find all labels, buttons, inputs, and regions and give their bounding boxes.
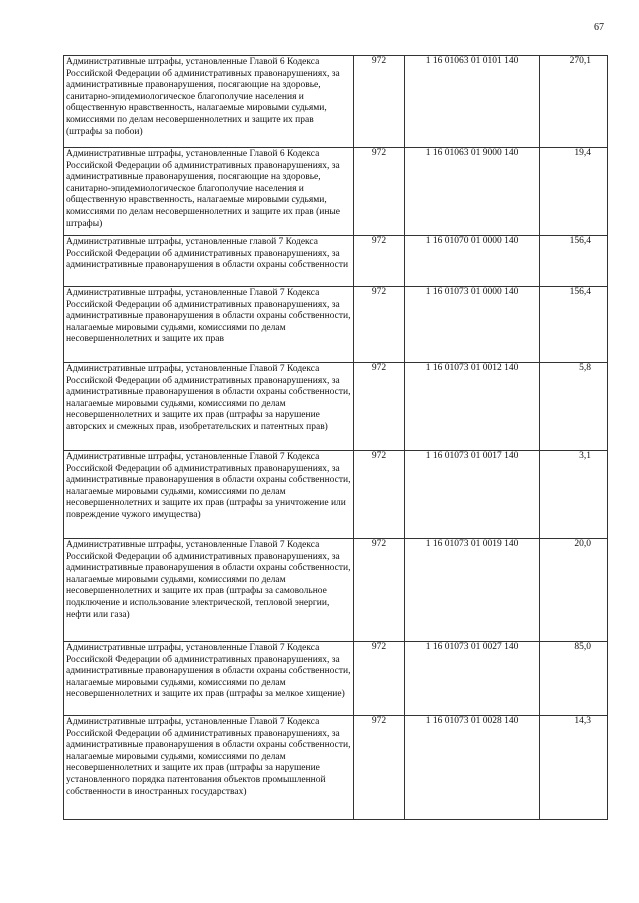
row-description: Административные штрафы, установленные Главой 7 Кодекса Российской Федерации об административных правонарушениях, за административные правонарушения в области охраны собственности, налагаемые мировыми судьями, комиссиями по делам несовершеннолетних и защите их прав (штрафы за уничтожение или повреждение чужого имущества) [64,451,354,539]
row-admin-code: 972 [354,56,405,148]
table-row [64,148,608,236]
row-admin-code: 972 [354,148,405,236]
row-amount: 156,4 [540,236,608,287]
row-kbk: 1 16 01063 01 0101 140 [405,56,540,148]
page-number: 67 [594,22,604,33]
row-kbk: 1 16 01073 01 0000 140 [405,287,540,363]
table-row [64,716,608,820]
row-description: Административные штрафы, установленные Главой 7 Кодекса Российской Федерации об административных правонарушениях, за административные правонарушения в области охраны собственности, налагаемые мировыми судьями, комиссиями по делам несовершеннолетних и защите их прав (штрафы за нарушение установленного порядка патентования объектов промышленной собственности в иностранных государствах) [64,716,354,820]
table-row [64,642,608,716]
row-amount: 20,0 [540,539,608,642]
table-row [64,287,608,363]
row-description: Административные штрафы, установленные Главой 7 Кодекса Российской Федерации об административных правонарушениях, за административные правонарушения в области охраны собственности, налагаемые мировыми судьями, комиссиями по делам несовершеннолетних и защите их прав [64,287,354,363]
table-row [64,56,608,148]
row-description: Административные штрафы, установленные Главой 7 Кодекса Российской Федерации об административных правонарушениях, за административные правонарушения в области охраны собственности, налагаемые мировыми судьями, комиссиями по делам несовершеннолетних и защите их прав (штрафы за мелкое хищение) [64,642,354,716]
row-amount: 270,1 [540,56,608,148]
row-admin-code: 972 [354,539,405,642]
row-description: Административные штрафы, установленные главой 7 Кодекса Российской Федерации об административных правонарушениях, за административные правонарушения в области охраны собственности [64,236,354,287]
row-admin-code: 972 [354,363,405,451]
row-kbk: 1 16 01073 01 0027 140 [405,642,540,716]
table-row [64,363,608,451]
table-row [64,236,608,287]
row-admin-code: 972 [354,451,405,539]
row-kbk: 1 16 01063 01 9000 140 [405,148,540,236]
row-kbk: 1 16 01070 01 0000 140 [405,236,540,287]
row-admin-code: 972 [354,642,405,716]
row-kbk: 1 16 01073 01 0017 140 [405,451,540,539]
row-description: Административные штрафы, установленные Главой 6 Кодекса Российской Федерации об административных правонарушениях, за административные правонарушения, посягающие на здоровье, санитарно-эпидемиологическое благополучие населения и общественную нравственность, налагаемые мировыми судьями, комиссиями по делам несовершеннолетних и защите их прав (штрафы за побои) [64,56,354,148]
row-description: Административные штрафы, установленные Главой 7 Кодекса Российской Федерации об административных правонарушениях, за административные правонарушения в области охраны собственности, налагаемые мировыми судьями, комиссиями по делам несовершеннолетних и защите их прав (штрафы за самовольное подключение и использование электрической, тепловой энергии, нефти или газа) [64,539,354,642]
row-kbk: 1 16 01073 01 0019 140 [405,539,540,642]
row-admin-code: 972 [354,287,405,363]
row-amount: 3,1 [540,451,608,539]
fines-table [63,55,608,820]
row-amount: 85,0 [540,642,608,716]
row-description: Административные штрафы, установленные Главой 7 Кодекса Российской Федерации об административных правонарушениях, за административные правонарушения в области охраны собственности, налагаемые мировыми судьями, комиссиями по делам несовершеннолетних и защите их прав (штрафы за нарушение авторских и смежных прав, изобретательских и патентных прав) [64,363,354,451]
row-amount: 14,3 [540,716,608,820]
row-kbk: 1 16 01073 01 0012 140 [405,363,540,451]
row-amount: 19,4 [540,148,608,236]
row-amount: 156,4 [540,287,608,363]
row-kbk: 1 16 01073 01 0028 140 [405,716,540,820]
row-admin-code: 972 [354,716,405,820]
row-description: Административные штрафы, установленные Главой 6 Кодекса Российской Федерации об административных правонарушениях, за административные правонарушения, посягающие на здоровье, санитарно-эпидемиологическое благополучие населения и общественную нравственность, налагаемые мировыми судьями, комиссиями по делам несовершеннолетних и защите их прав (иные штрафы) [64,148,354,236]
row-amount: 5,8 [540,363,608,451]
row-admin-code: 972 [354,236,405,287]
table-row [64,451,608,539]
table-row [64,539,608,642]
